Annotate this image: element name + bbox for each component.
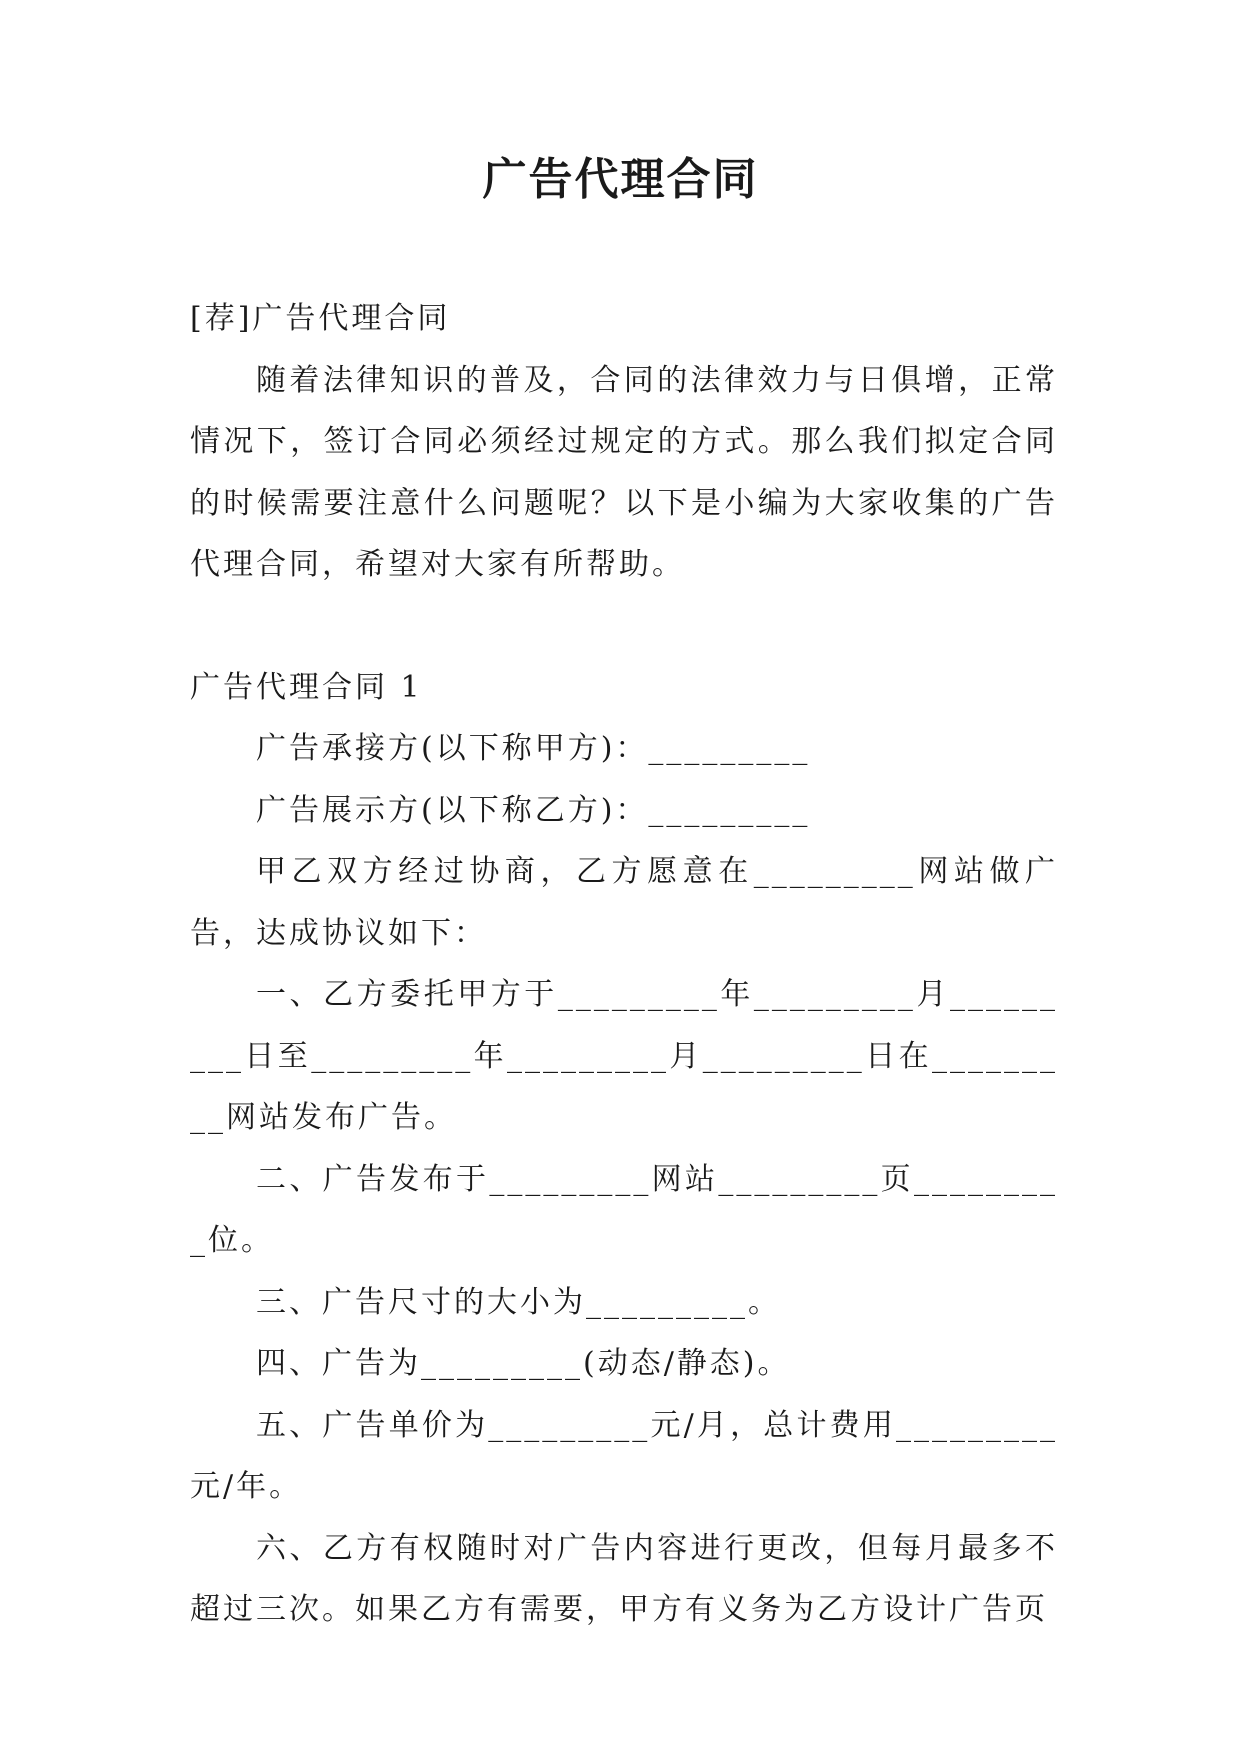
paragraph-gap [190, 596, 1058, 657]
intro-heading: [荐]广告代理合同 [190, 301, 451, 336]
document-title: 广告代理合同 [482, 154, 759, 205]
clause-1: 一、乙方委托甲方于_________年_________月_________日至_________年_________月_________日在_________网站发布广告。 [190, 977, 1058, 1135]
party-a-line: 广告承接方(以下称甲方)：_________ [256, 731, 811, 766]
agreement-intro: 甲乙双方经过协商，乙方愿意在_________网站做广告，达成协议如下： [190, 854, 1058, 951]
party-b-line: 广告展示方(以下称乙方)：_________ [256, 792, 811, 828]
clause-6: 六、乙方有权随时对广告内容进行更改，但每月最多不超过三次。如果乙方有需要，甲方有义务为乙方设计广告页 [190, 1530, 1058, 1627]
document-body [190, 288, 1058, 1641]
contract-heading: 广告代理合同 1 [190, 669, 423, 705]
clause-3: 三、广告尺寸的大小为_________。 [256, 1284, 781, 1320]
clause-2: 二、广告发布于_________网站_________页_________位。 [190, 1161, 1058, 1258]
clause-4: 四、广告为_________(动态/静态)。 [256, 1346, 791, 1381]
clause-5: 五、广告单价为_________元/月，总计费用_________元/年。 [190, 1407, 1058, 1504]
intro-paragraph: 随着法律知识的普及，合同的法律效力与日俱增，正常情况下，签订合同必须经过规定的方式。那么我们拟定合同的时候需要注意什么问题呢？以下是小编为大家收集的广告代理合同，希望对大家有所帮助。 [190, 362, 1058, 582]
